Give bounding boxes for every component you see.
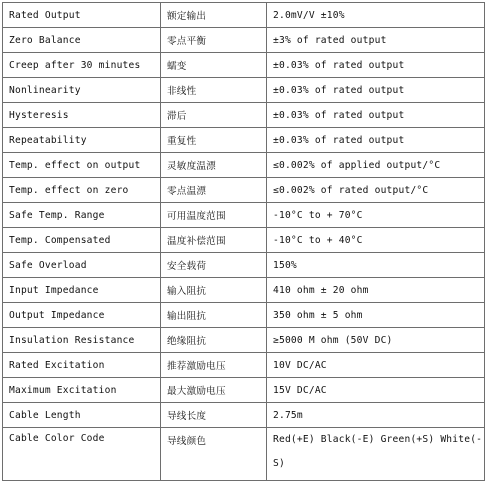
spec-row	[3, 78, 485, 103]
spec-row	[3, 28, 485, 53]
spec-row	[3, 253, 485, 278]
parameter-name-en: Repeatability	[3, 128, 161, 153]
parameter-value: 10V DC/AC	[267, 353, 485, 378]
parameter-name-en: Input Impedance	[3, 278, 161, 303]
parameter-value: ±0.03% of rated output	[267, 128, 485, 153]
parameter-name-cn: 灵敏度温漂	[161, 153, 267, 178]
parameter-name-cn: 导线长度	[161, 403, 267, 428]
parameter-value: ±3% of rated output	[267, 28, 485, 53]
spec-row	[3, 203, 485, 228]
parameter-name-cn: 输出阻抗	[161, 303, 267, 328]
parameter-name-cn: 输入阻抗	[161, 278, 267, 303]
parameter-name-en: Temp. effect on output	[3, 153, 161, 178]
parameter-value: ±0.03% of rated output	[267, 78, 485, 103]
parameter-value: 350 ohm ± 5 ohm	[267, 303, 485, 328]
parameter-value: -10°C to + 40°C	[267, 228, 485, 253]
parameter-name-en: Maximum Excitation	[3, 378, 161, 403]
parameter-name-cn: 推荐激励电压	[161, 353, 267, 378]
parameter-name-en: Insulation Resistance	[3, 328, 161, 353]
parameter-value: ±0.03% of rated output	[267, 103, 485, 128]
parameter-name-en: Rated Excitation	[3, 353, 161, 378]
parameter-name-en: Cable Length	[3, 403, 161, 428]
parameter-value: 150%	[267, 253, 485, 278]
parameter-name-en: Nonlinearity	[3, 78, 161, 103]
spec-row	[3, 378, 485, 403]
spec-row	[3, 3, 485, 28]
parameter-value: -10°C to + 70°C	[267, 203, 485, 228]
parameter-value: 2.0mV/V ±10%	[267, 3, 485, 28]
parameter-value: Red(+E) Black(-E) Green(+S) White(-S)	[267, 428, 485, 481]
spec-table-container	[2, 2, 485, 481]
specification-table-body	[3, 3, 485, 481]
parameter-name-en: Rated Output	[3, 3, 161, 28]
parameter-name-en: Safe Temp. Range	[3, 203, 161, 228]
parameter-name-cn: 滞后	[161, 103, 267, 128]
parameter-name-cn: 重复性	[161, 128, 267, 153]
parameter-value: 15V DC/AC	[267, 378, 485, 403]
parameter-name-cn: 安全载荷	[161, 253, 267, 278]
parameter-name-en: Temp. effect on zero	[3, 178, 161, 203]
parameter-name-cn: 可用温度范围	[161, 203, 267, 228]
parameter-name-cn: 零点温漂	[161, 178, 267, 203]
spec-row	[3, 178, 485, 203]
parameter-name-cn: 额定输出	[161, 3, 267, 28]
spec-row	[3, 403, 485, 428]
parameter-name-cn: 导线颜色	[161, 428, 267, 481]
parameter-name-cn: 最大激励电压	[161, 378, 267, 403]
parameter-name-en: Hysteresis	[3, 103, 161, 128]
parameter-value: 410 ohm ± 20 ohm	[267, 278, 485, 303]
parameter-name-en: Temp. Compensated	[3, 228, 161, 253]
parameter-name-cn: 温度补偿范围	[161, 228, 267, 253]
spec-row	[3, 328, 485, 353]
parameter-value: 2.75m	[267, 403, 485, 428]
parameter-name-en: Output Impedance	[3, 303, 161, 328]
spec-row	[3, 428, 485, 481]
spec-row	[3, 353, 485, 378]
parameter-value: ≤0.002% of applied output/°C	[267, 153, 485, 178]
spec-row	[3, 128, 485, 153]
parameter-value: ±0.03% of rated output	[267, 53, 485, 78]
spec-row	[3, 153, 485, 178]
parameter-name-cn: 零点平衡	[161, 28, 267, 53]
spec-row	[3, 103, 485, 128]
spec-row	[3, 278, 485, 303]
parameter-name-cn: 蠕变	[161, 53, 267, 78]
spec-row	[3, 228, 485, 253]
spec-row	[3, 53, 485, 78]
spec-row	[3, 303, 485, 328]
parameter-name-cn: 非线性	[161, 78, 267, 103]
specification-table	[2, 2, 485, 481]
parameter-name-en: Safe Overload	[3, 253, 161, 278]
parameter-value: ≥5000 M ohm (50V DC)	[267, 328, 485, 353]
parameter-name-cn: 绝缘阻抗	[161, 328, 267, 353]
parameter-value: ≤0.002% of rated output/°C	[267, 178, 485, 203]
parameter-name-en: Cable Color Code	[3, 428, 161, 481]
parameter-name-en: Zero Balance	[3, 28, 161, 53]
parameter-name-en: Creep after 30 minutes	[3, 53, 161, 78]
